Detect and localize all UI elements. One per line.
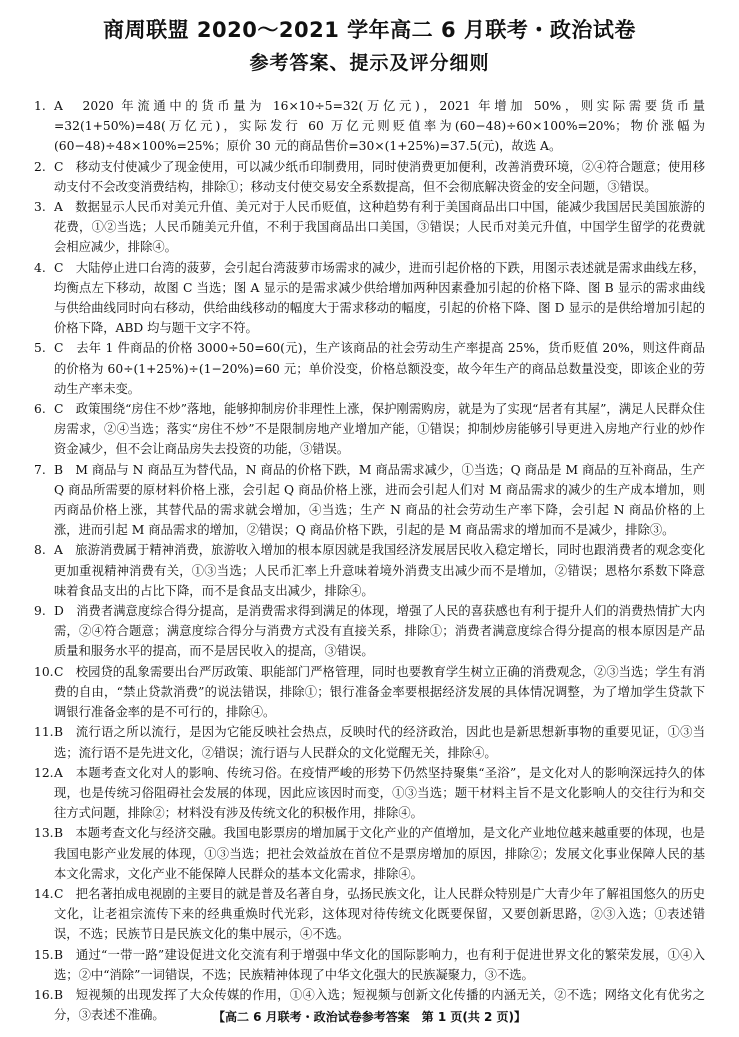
answer-item-9 (34, 601, 705, 662)
page-title: 商周联盟 2020～2021 学年高二 6 月联考・政治试卷 (103, 18, 636, 42)
answer-text: C 去年 1 件商品的价格 3000÷50=60(元)，生产该商品的社会劳动生产率提高 25%，货币贬值 20%，则这件商品的价格为 60÷(1+25%)÷(1−20%)=60 元；单价没变，价格总额没变，故今年生产的商品总数量没变，即该企业的劳动生产率未变。 (54, 341, 705, 396)
answer-item-5 (34, 338, 705, 399)
answer-item-1 (34, 96, 705, 157)
answer-number: 8. (34, 543, 46, 558)
answer-text: B 流行语之所以流行，是因为它能反映社会热点，反映时代的经济政治，因此也是新思想新事物的重要见证，①③当选；流行语不是先进文化，②错误；流行语与人民群众的文化觉醒无关，排除④。 (54, 725, 705, 760)
answer-item-4 (34, 258, 705, 339)
answer-list (34, 96, 705, 1025)
answer-text: C 移动支付使减少了现金使用，可以减少纸币印制费用，同时使消费更加便利，改善消费环境，②④符合题意；使用移动支付不会改变消费结构，排除①；移动支付使交易安全系数提高，但不会彻底解决资金的安全问题，③错误。 (54, 159, 705, 194)
answer-item-7 (34, 460, 705, 541)
answer-number: 16. (34, 987, 54, 1002)
answer-item-8 (34, 540, 705, 601)
answer-number: 5. (34, 341, 46, 356)
answer-number: 15. (34, 947, 54, 962)
answer-number: 14. (34, 886, 54, 901)
answer-number: 12. (34, 765, 54, 780)
answer-number: 1. (34, 99, 46, 113)
answer-number: 10. (34, 664, 54, 679)
answer-text: C 政策围绕“房住不炒”落地，能够抑制房价非理性上涨，保护刚需购房，就是为了实现“居者有其屋”，满足人民群众住房需求，②④当选；落实“房住不炒”不是限制房地产业增加产能，①错误；抑制炒房能够引导更进入房地产行业的炒作资金减少，但不会让商品房失去投资的功能，③错误。 (54, 402, 705, 457)
answer-text: C 校园贷的乱象需要出台严厉政策、职能部门严格管理，同时也要教育学生树立正确的消费观念，②③当选；学生有消费的自由，“禁止贷款消费”的说法错误，排除①；银行准备金率要根据经济发展的具体情况调整，为了增加学生贷款下调银行准备金率的是不可行的，排除④。 (54, 664, 705, 720)
answer-text: D 消费者满意度综合得分提高，是消费需求得到满足的体现，增强了人民的喜获感也有利于提升人们的消费热情扩大内需，②④符合题意；满意度综合得分与消费方式没有直接关系，排除①；消费者满意度综合得分提高的根本原因是产品质量和服务水平的提高，而不是居民收入的提高，③错误。 (54, 604, 705, 659)
answer-number: 6. (34, 402, 46, 417)
answer-text: C 大陆停止进口台湾的菠萝，会引起台湾菠萝市场需求的减少，进而引起价格的下跌，用图示表述就是需求曲线左移，均衡点左下移动，故图 C 当选；图 A 显示的是需求减少供给增加两种因素叠加引起的价格下降、图 B 显示的需求曲线与供给曲线同时向右移动，供给曲线移动的幅度大于需求移动的幅度，引起的价格下降、图 D 显示的是供给增加引起的价格下降，ABD 均与题干文字不符。 (54, 260, 705, 336)
answer-number: 11. (34, 725, 54, 740)
answer-item-14 (34, 884, 705, 945)
page-subtitle: 参考答案、提示及评分细则 (249, 52, 490, 74)
answer-number: 4. (34, 260, 46, 275)
answer-number: 13. (34, 826, 54, 841)
answer-text: C 把名著拍成电视剧的主要目的就是普及名著自身，弘扬民族文化，让人民群众特别是广大青少年了解祖国悠久的历史文化，让老祖宗流传下来的经典重焕时代光彩，这体现对待传统文化既要保留，又要创新思路，②③入选；①表述错误，不选；民族节日是民族文化的集中展示，④不选。 (54, 886, 705, 942)
answer-item-2 (34, 157, 705, 197)
answer-number: 2. (34, 159, 46, 174)
answer-item-3 (34, 197, 705, 258)
answer-number: 3. (34, 200, 46, 215)
answer-item-15 (34, 945, 705, 985)
answer-item-10 (34, 662, 705, 723)
answer-text: B 本题考查文化与经济交融。我国电影票房的增加属于文化产业的产值增加，是文化产业地位越来越重要的体现，也是我国电影产业发展的体现，①③当选；把社会效益放在首位不是票房增加的原因，排除②；发展文化事业保障人民的基本文化需求，文化产业不能保障人民群众的基本文化需求，排除④。 (54, 826, 705, 881)
answer-item-6 (34, 399, 705, 460)
answer-text: B 通过“一带一路”建设促进文化交流有利于增强中华文化的国际影响力，也有利于促进世界文化的繁荣发展，①④入选；②中“消除”一词错误，不选；民族精神体现了中华文化强大的民族凝聚力，③不选。 (54, 947, 705, 982)
answer-number: 7. (34, 462, 46, 477)
answer-text: B M 商品与 N 商品互为替代品，N 商品的价格下跌，M 商品需求减少，①当选；Q 商品是 M 商品的互补商品，生产 Q 商品所需要的原材料价格上涨，会引起 Q 商品价格上涨，进而会引起人们对 M 商品需求的减少的生产成本增加，则丙商品价格上涨，其替代品的需求就会增加，④当选；生产 N 商品的社会劳动生产率下降，会引起 N 商品价格的上涨，进而引起 M 商品需求的增加，②错误；Q 商品价格下跌，引起的是 M 商品需求的增加而不是减少，排除③。 (54, 462, 705, 538)
answer-text: A 本题考查文化对人的影响、传统习俗。在疫情严峻的形势下仍然坚持聚集“圣浴”，是文化对人的影响深远持久的体现，也是传统习俗阻碍社会发展的体现，因此应该因时而变，①③当选；题干材料主旨不是文化影响人的交往行为和交往方式问题，排除②；材料没有涉及传统文化的积极作用，排除④。 (54, 765, 705, 821)
answer-item-13 (34, 823, 705, 884)
answer-text: A 旅游消费属于精神消费，旅游收入增加的根本原因就是我国经济发展居民收入稳定增长，同时也跟消费者的观念变化更加重视精神消费有关，①③当选；人民币汇率上升意味着境外消费支出减少而不是增加，②错误；恩格尔系数下降意味着食品支出的占比下降，而不是食品支出减少，排除④。 (54, 543, 705, 598)
answer-text: A 数据显示人民币对美元升值、美元对于人民币贬值，这种趋势有利于美国商品出口中国，能减少我国居民美国旅游的花费，①②当选；人民币随美元升值，不利于我国商品出口美国，③错误；人民币对美元升值，中国学生留学的花费就会相应减少，排除④。 (54, 200, 705, 255)
page-footer: 【高二 6 月联考・政治试卷参考答案 第 1 页(共 2 页)】 (212, 1010, 527, 1024)
answer-number: 9. (34, 604, 46, 619)
answer-item-12 (34, 763, 705, 824)
answer-text: B 短视频的出现发挥了大众传媒的作用，①④入选；短视频与创新文化传播的内涵无关，②不选；网络文化有优劣之分，③表述不准确。 (54, 987, 705, 1023)
answer-item-11 (34, 722, 705, 762)
answer-text: A 2020 年流通中的货币量为 16×10÷5=32(万亿元)，2021 年增加 50%，则实际需要货币量=32(1+50%)=48(万亿元)，实际发行 60 万亿元则贬值率为(60−48)÷60×100%=20%；物价涨幅为(60−48)÷48×100%=25%；原价 30 元的商品售价=30×(1+25%)=37.5(元)，故选 A。 (54, 99, 705, 154)
